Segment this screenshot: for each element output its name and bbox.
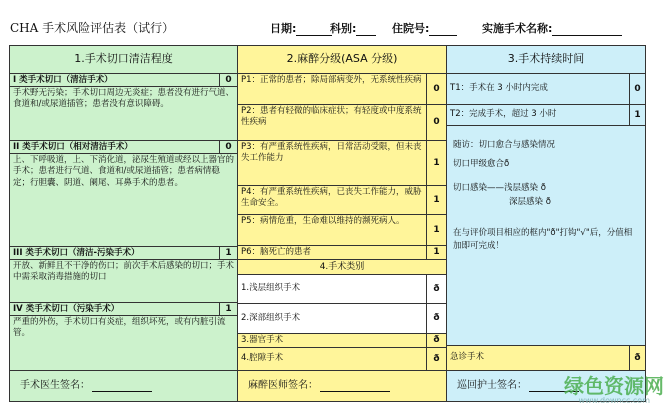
asa-p4-label: P4：有严重系统性疾病，已丧失工作能力，威胁生命安全。 [237,185,427,215]
surgery-type-heading: 4.手术类别 [237,259,447,275]
surgery-name-input[interactable] [552,24,622,36]
asa-p6-label: P6：脑死亡的患者 [237,245,427,260]
followup-title: 随访：切口愈合与感染情况 [453,140,556,150]
bed-field[interactable] [392,20,457,36]
asa-p5-label: P5：病情危重，生命难以维持的濒死病人。 [237,214,427,246]
instructions-note: 在与评价项目相应的框内"ð"打钩"√"后，分值相加即可完成！ [453,227,633,252]
followup-panel [446,125,646,346]
surgery-type-4-label: 4.腔隙手术 [237,347,427,371]
emergency-surgery-label: 急诊手术 [446,345,630,371]
infection-deep[interactable]: 深层感染 ð [509,197,551,208]
asa-p3-score[interactable]: 1 [426,140,447,186]
dept-field[interactable] [330,20,376,36]
dept-label: 科别: [330,22,357,35]
surgery-name-field[interactable] [482,20,622,36]
wound-class-1-label: I 类手术切口（清洁手术） [9,73,220,87]
asa-p1-score[interactable]: 0 [426,73,447,105]
col1-heading: 1.手术切口清洁程度 [9,45,238,74]
wound-class-4-label: IV 类手术切口（污染手术） [9,302,220,316]
asa-p3-label: P3：有严重系统性疾病，日常活动受限，但未丧失工作能力 [237,140,427,186]
emergency-surgery-score[interactable]: ð [629,345,646,371]
wound-class-4-desc: 严重的外伤，手术切口有炎症，组织坏死，或有内脏引流管。 [9,315,238,371]
wound-class-2-desc: 上、下呼吸道，上、下消化道，泌尿生殖道或经以上器官的手术；患者进行气道、食道和/或尿道插管；患者病情稳定；行胆囊、阴道、阑尾、耳鼻手术的患者。 [9,153,238,247]
wound-class-3-score[interactable]: 1 [219,246,238,260]
watermark-text: 绿色资源网 [564,374,664,398]
watermark-url: www.downcc.com [578,396,650,405]
asa-p4-score[interactable]: 1 [426,185,447,215]
duration-t1-score[interactable]: 0 [629,73,646,105]
infection-shallow[interactable]: 切口感染——浅层感染 ð [453,182,546,193]
surgeon-signature-field[interactable] [9,370,238,402]
date-label: 日期: [270,22,297,35]
surgery-type-1-score[interactable]: ð [426,274,447,304]
surgery-type-3-score[interactable]: ð [426,333,447,348]
duration-t1-label: T1：手术在 3 小时内完成 [446,73,630,105]
surgeon-signature-label: 手术医生签名： [20,380,90,392]
anesthetist-signature-field[interactable] [237,370,447,402]
date-field[interactable] [270,20,332,36]
surgery-type-2-label: 2.深部组织手术 [237,303,427,334]
form-title: CHA 手术风险评估表（试行） [10,21,175,35]
asa-p5-score[interactable]: 1 [426,214,447,246]
healing-grade[interactable]: 切口甲级愈合ð [453,159,510,170]
asa-p1-label: P1：正常的患者；除局部病变外，无系统性疾病 [237,73,427,105]
col2-heading: 2.麻醉分级(ASA 分级) [237,45,447,74]
surgery-type-3-label: 3.器官手术 [237,333,427,348]
surgeon-signature-line[interactable] [92,380,152,392]
asa-p6-score[interactable]: 1 [426,245,447,260]
wound-class-3-label: III 类手术切口（清洁-污染手术） [9,246,220,260]
date-input[interactable] [296,24,332,36]
asa-p2-label: P2：患者有轻微的临床症状；有轻度或中度系统性疾病 [237,104,427,141]
dept-input[interactable] [356,24,376,36]
bed-label: 住院号: [392,22,430,35]
wound-class-2-score[interactable]: 0 [219,140,238,154]
wound-class-1-desc: 手术野无污染；手术切口周边无炎症；患者没有进行气道、食道和/或尿道插管；患者没有意识障碍。 [9,86,238,141]
wound-class-4-score[interactable]: 1 [219,302,238,316]
surgery-type-4-score[interactable]: ð [426,347,447,371]
duration-t2-score[interactable]: 1 [629,104,646,126]
wound-class-2-label: II 类手术切口（相对清洁手术） [9,140,220,154]
anesthetist-signature-label: 麻醉医师签名： [248,380,318,392]
surgery-name-label: 实施手术名称: [482,22,553,35]
wound-class-1-score[interactable]: 0 [219,73,238,87]
wound-class-3-desc: 开放、新鲜且不干净的伤口；前次手术后感染的切口；手术中需采取消毒措施的切口 [9,259,238,303]
nurse-signature-label: 巡回护士签名： [457,380,527,392]
surgery-type-1-label: 1.浅层组织手术 [237,274,427,304]
bed-input[interactable] [429,24,457,36]
duration-t2-label: T2：完成手术，超过 3 小时 [446,104,630,126]
asa-p2-score[interactable]: 0 [426,104,447,141]
col3-heading: 3.手术持续时间 [446,45,646,74]
anesthetist-signature-line[interactable] [320,380,390,392]
surgery-type-2-score[interactable]: ð [426,303,447,334]
